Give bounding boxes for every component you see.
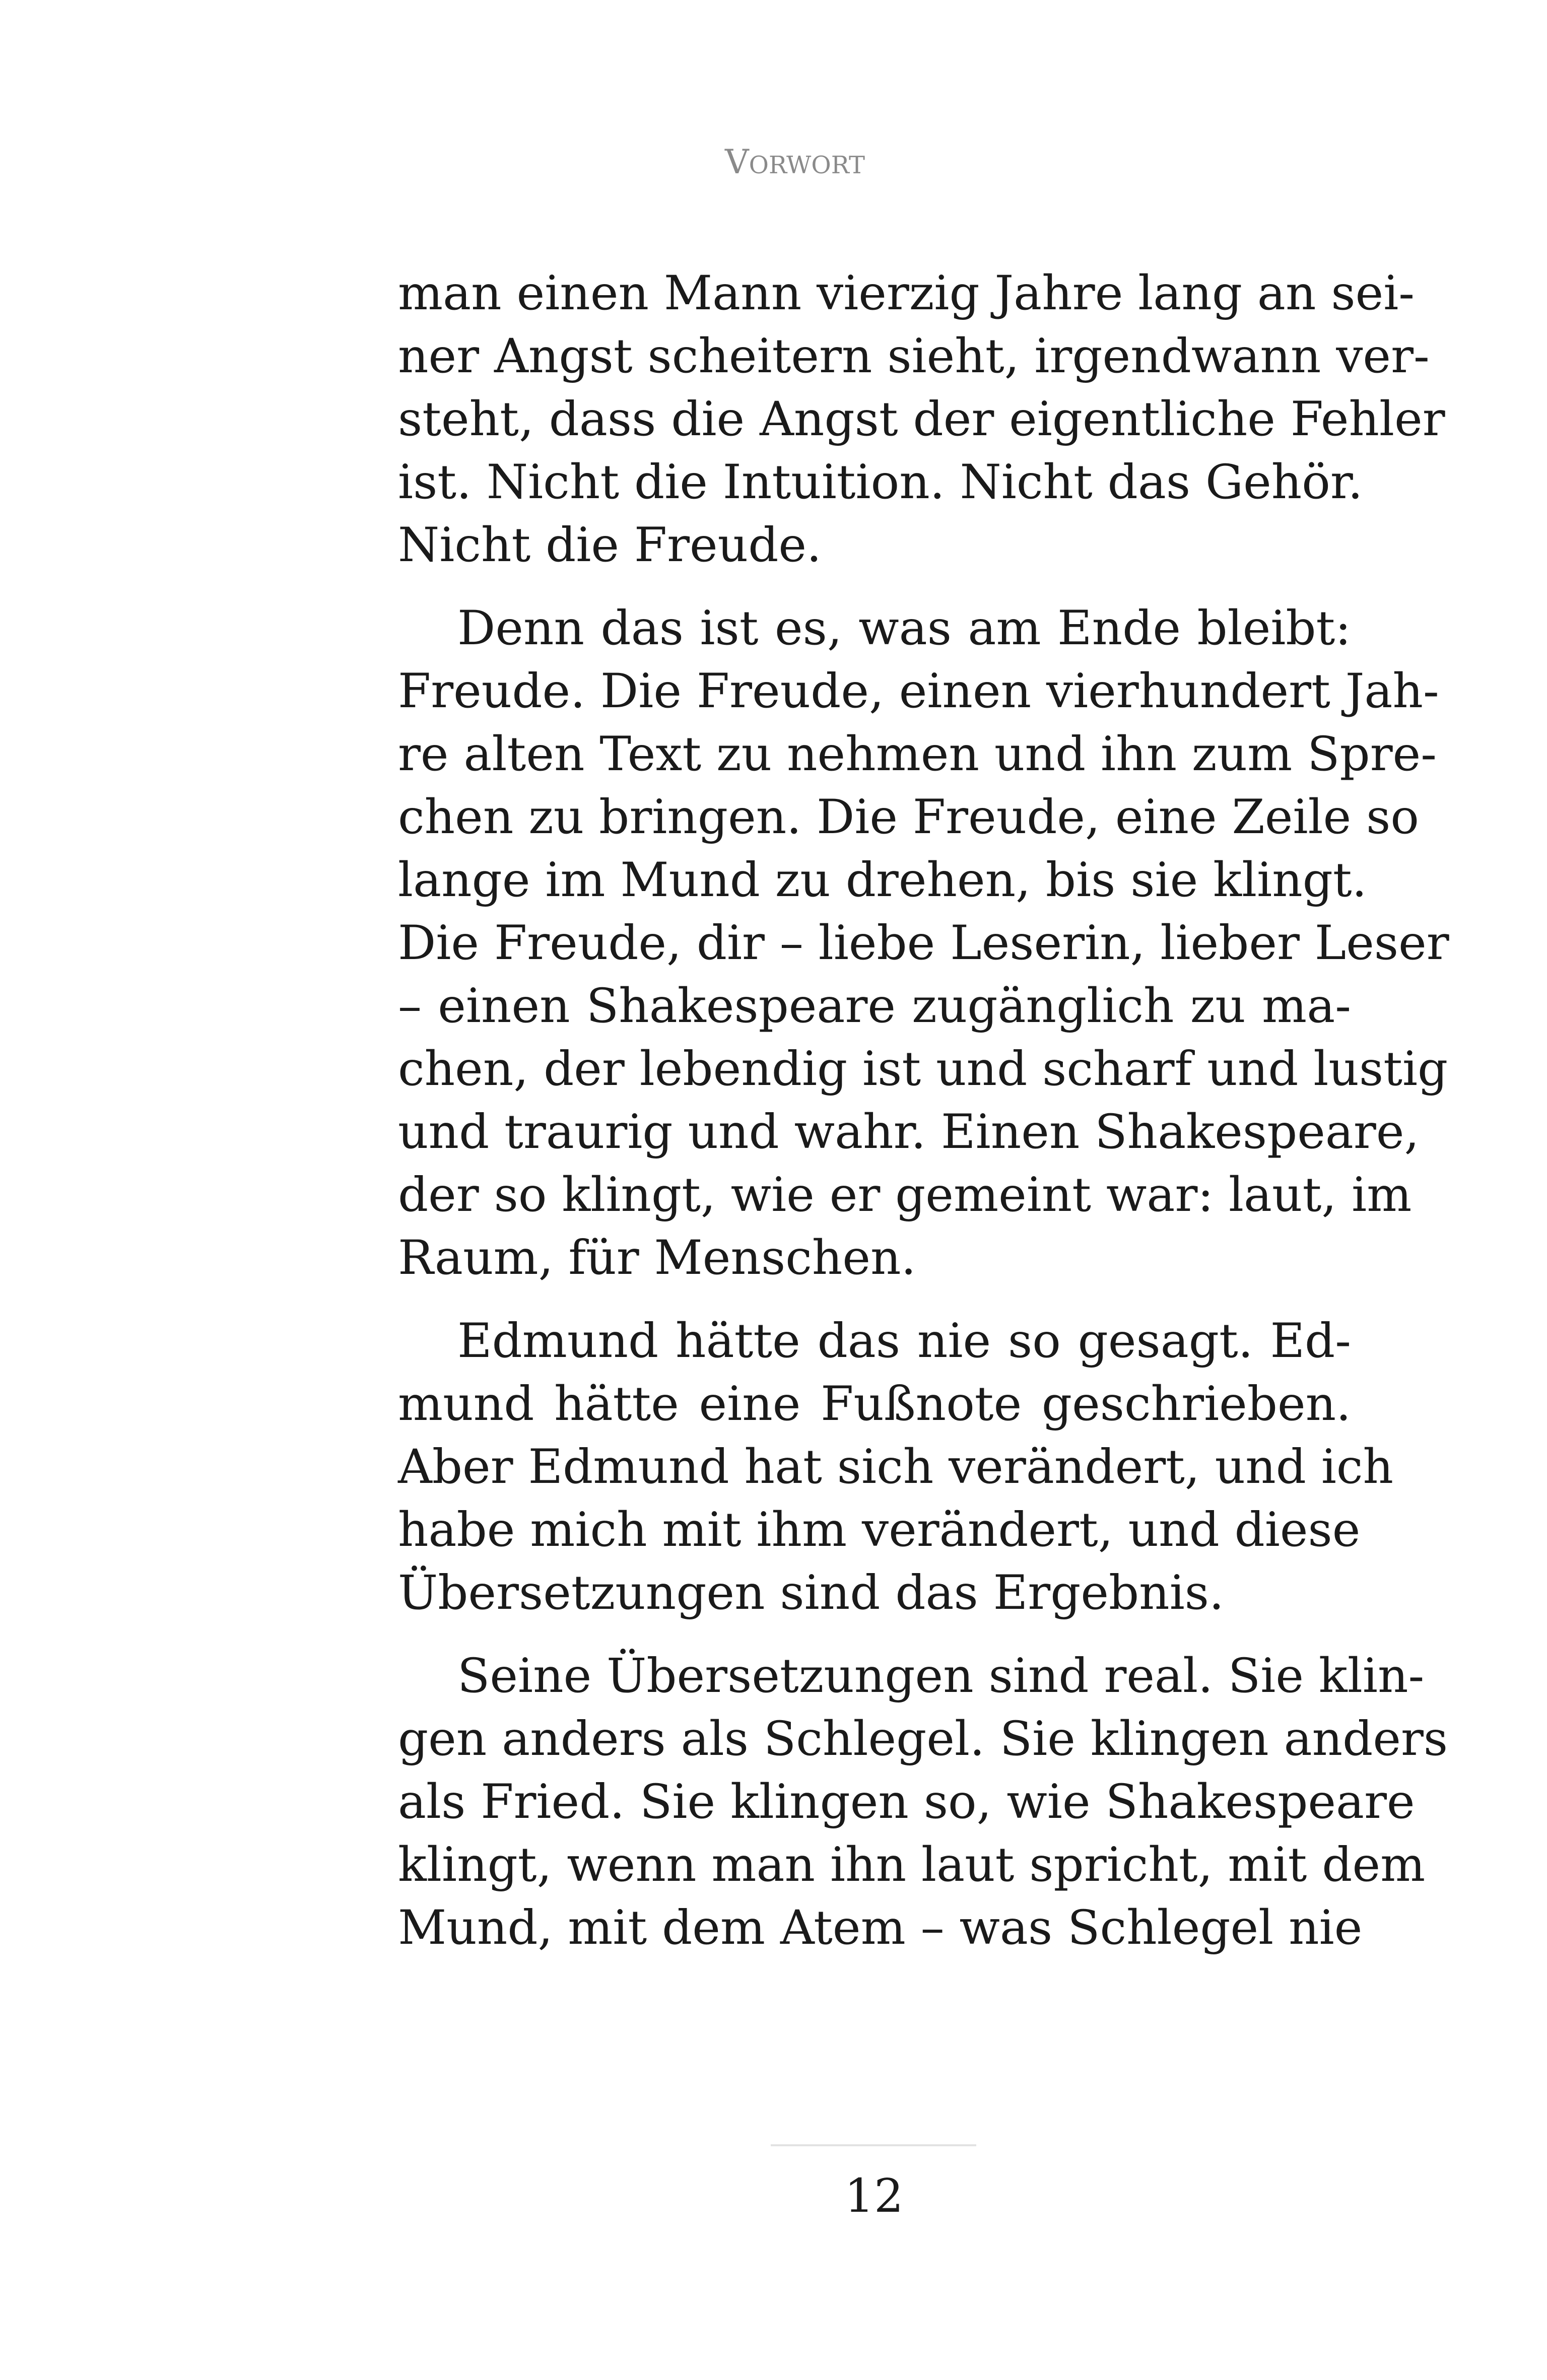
text-line: ner Angst scheitern sieht, irgendwann ver- bbox=[398, 329, 1430, 384]
page-number: 12 bbox=[844, 2169, 904, 2223]
text-line: re alten Text zu nehmen und ihn zum Spre- bbox=[398, 727, 1437, 782]
text-line: klingt, wenn man ihn laut spricht, mit dem bbox=[398, 1838, 1426, 1892]
text-line: der so klingt, wie er gemeint war: laut, im bbox=[398, 1168, 1412, 1222]
text-line: Mund, mit dem Atem – was Schlegel nie bbox=[398, 1900, 1363, 1955]
text-line: Raum, für Menschen. bbox=[398, 1231, 916, 1285]
text-line: chen zu bringen. Die Freude, eine Zeile so bbox=[398, 790, 1419, 845]
text-line: Freude. Die Freude, einen vierhundert Jah- bbox=[398, 664, 1439, 719]
text-line: Nicht die Freude. bbox=[398, 518, 822, 573]
text-line: habe mich mit ihm verändert, und diese bbox=[398, 1503, 1361, 1557]
body-text bbox=[398, 262, 1449, 1980]
text-line: gen anders als Schlegel. Sie klingen anders bbox=[398, 1712, 1448, 1766]
text-line: ist. Nicht die Intuition. Nicht das Gehör. bbox=[398, 455, 1363, 510]
text-line: mund hätte eine Fußnote geschrieben. bbox=[398, 1377, 1351, 1432]
text-line: chen, der lebendig ist und scharf und lustig bbox=[398, 1042, 1448, 1097]
text-line: steht, dass die Angst der eigentliche Fehler bbox=[398, 392, 1445, 447]
text-line: Aber Edmund hat sich verändert, und ich bbox=[398, 1440, 1394, 1494]
paragraph-4 bbox=[398, 1645, 1448, 1959]
running-head-initial: V bbox=[724, 143, 749, 181]
text-line: Denn das ist es, was am Ende bleibt: bbox=[457, 601, 1351, 656]
text-line: und traurig und wahr. Einen Shakespeare, bbox=[398, 1105, 1420, 1160]
paragraph-3 bbox=[398, 1310, 1394, 1624]
text-line: Edmund hätte das nie so gesagt. Ed- bbox=[457, 1314, 1351, 1369]
text-line: Die Freude, dir – liebe Leserin, lieber Leser bbox=[398, 916, 1449, 971]
paragraph-2 bbox=[398, 597, 1449, 1289]
text-line: Seine Übersetzungen sind real. Sie klin- bbox=[457, 1649, 1425, 1704]
text-line: – einen Shakespeare zugänglich zu ma- bbox=[398, 979, 1351, 1034]
footer-divider bbox=[771, 2144, 976, 2146]
text-line: lange im Mund zu drehen, bis sie klingt. bbox=[398, 853, 1367, 908]
text-line: Übersetzungen sind das Ergebnis. bbox=[398, 1566, 1224, 1620]
text-line: als Fried. Sie klingen so, wie Shakespeare bbox=[398, 1775, 1415, 1829]
running-head bbox=[725, 143, 865, 181]
text-line: man einen Mann vierzig Jahre lang an sei- bbox=[398, 266, 1415, 321]
paragraph-1 bbox=[398, 262, 1445, 577]
running-head-rest: ORWORT bbox=[749, 151, 865, 179]
